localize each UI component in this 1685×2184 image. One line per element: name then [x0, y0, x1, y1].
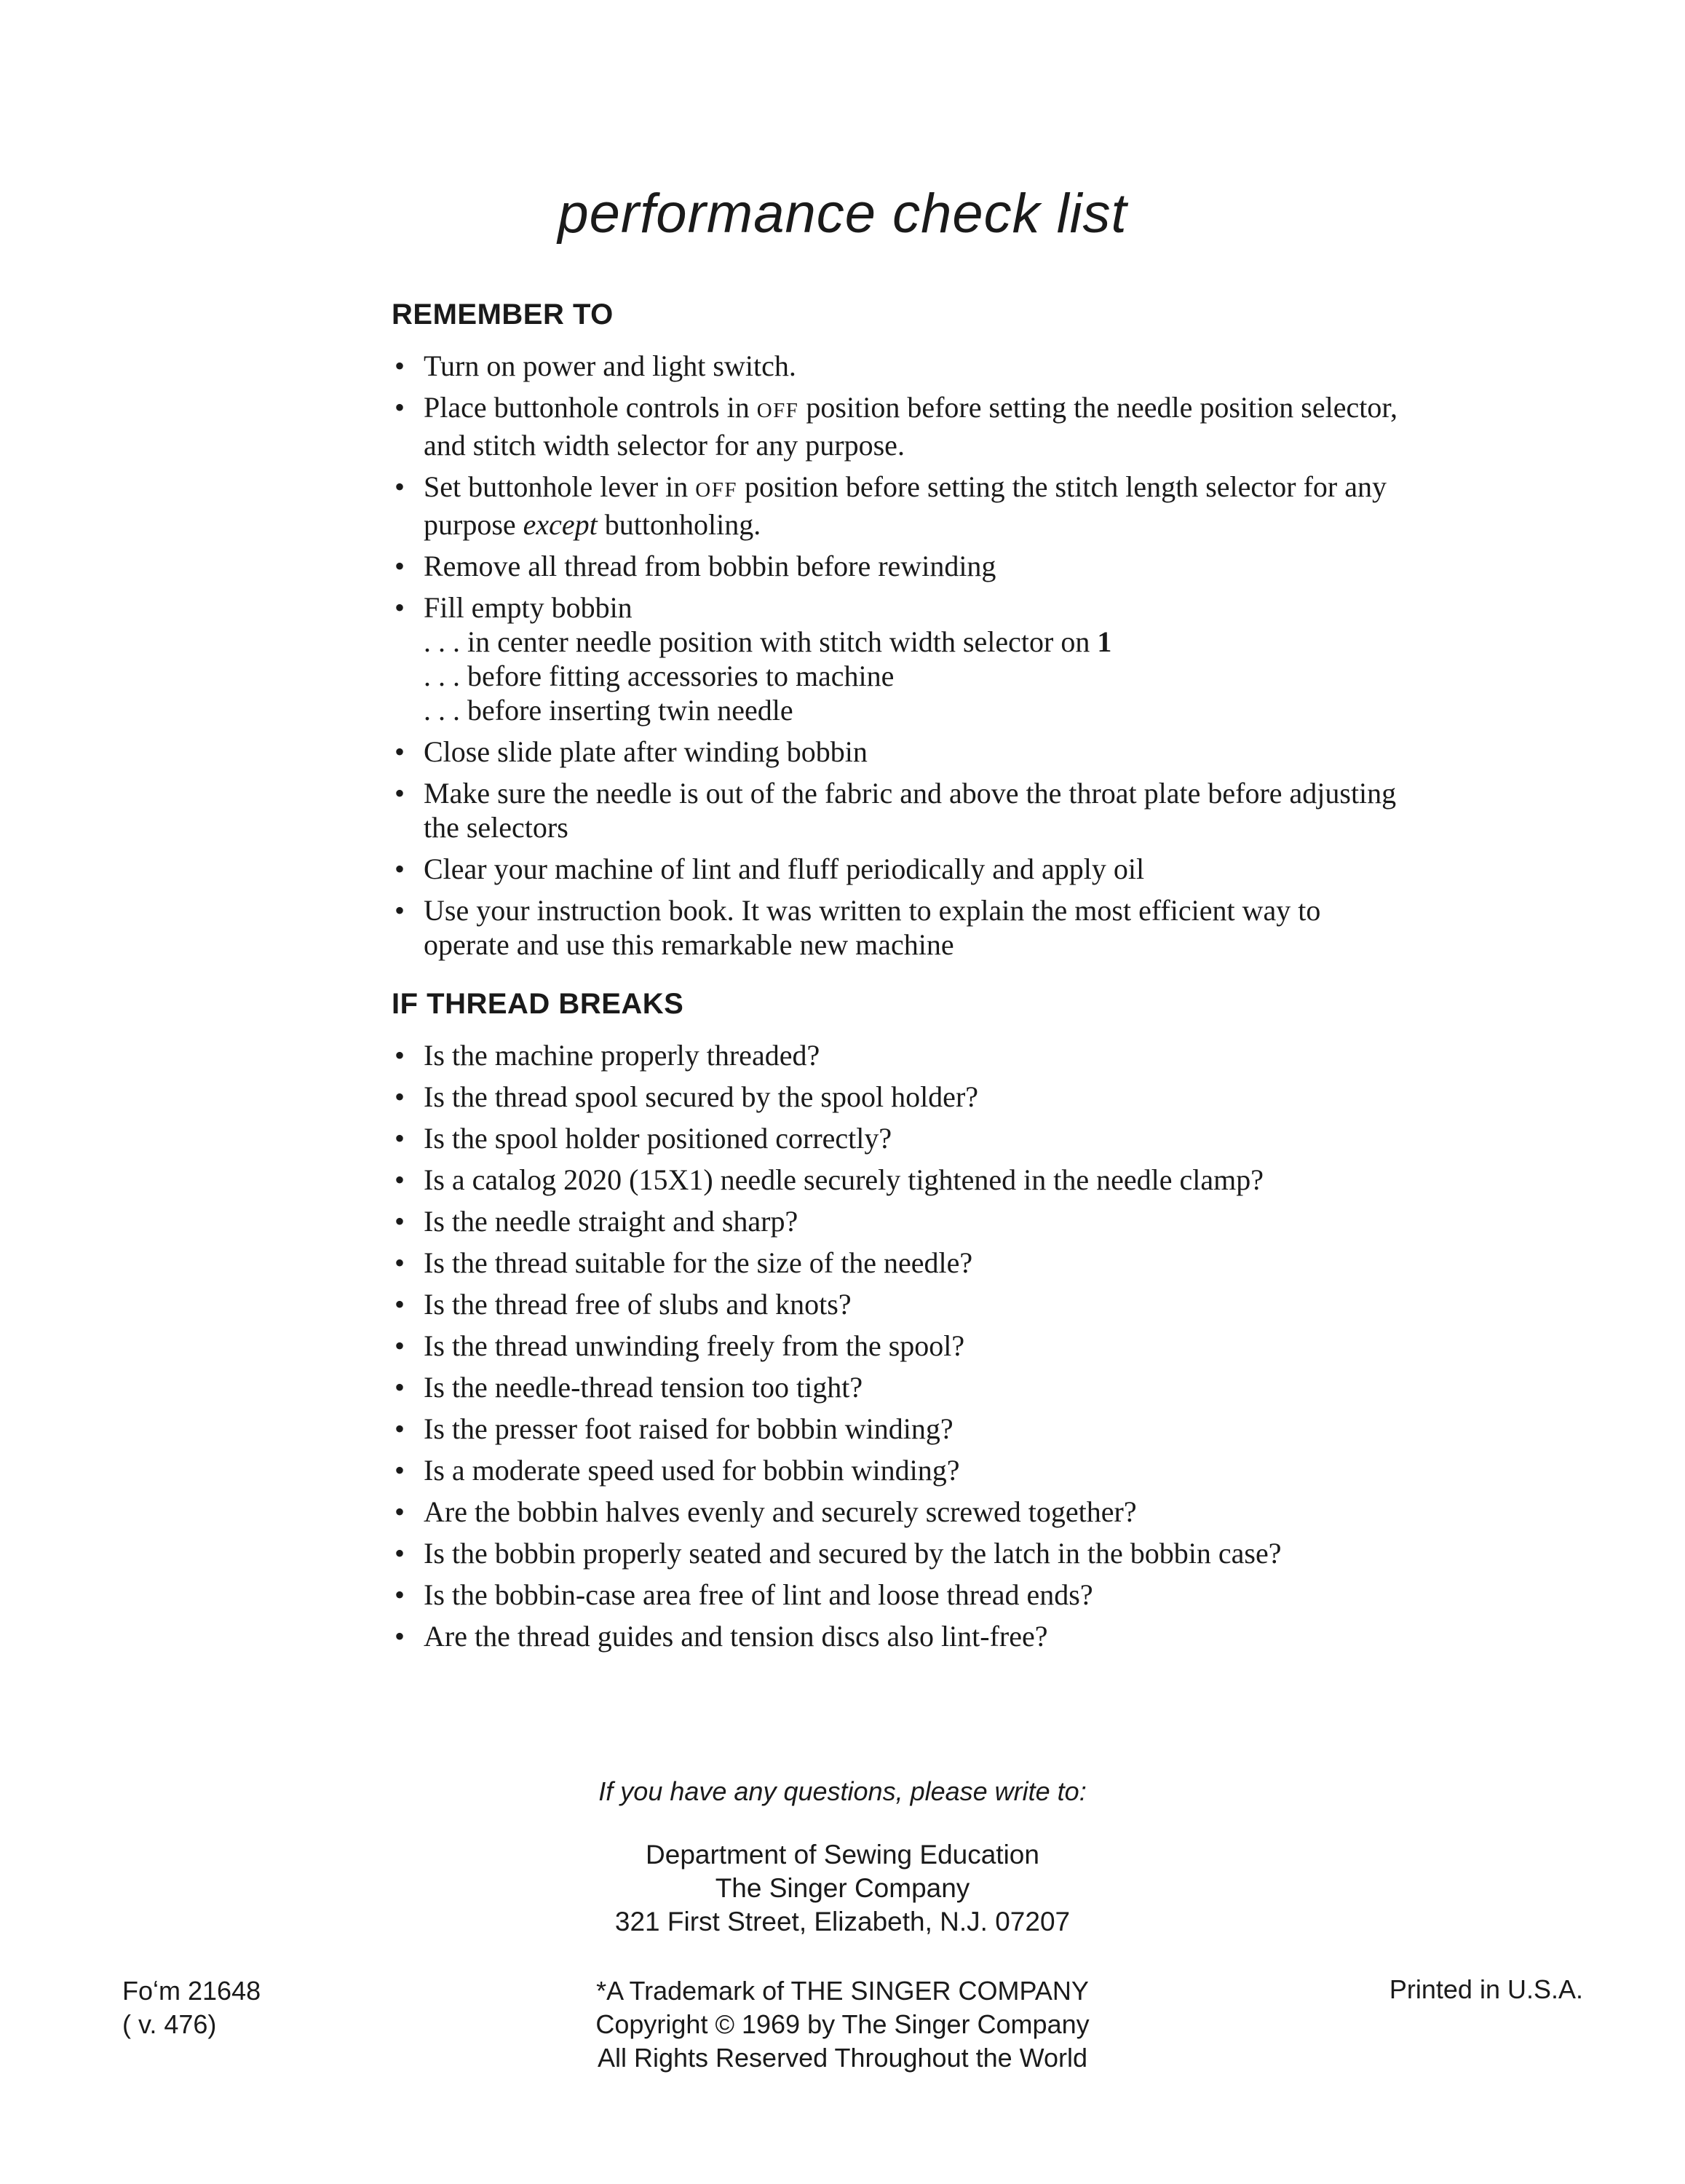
list-item: • Place buttonhole controls in OFF position before setting the needle position selector, and stitch width selector for any purpose. — [392, 390, 1411, 462]
list-item: • Is a catalog 2020 (15X1) needle securely tightened in the needle clamp? — [392, 1163, 1411, 1197]
list-item: • Close slide plate after winding bobbin — [392, 735, 1411, 769]
list-item: • Clear your machine of lint and fluff periodically and apply oil — [392, 852, 1411, 886]
address-line: Department of Sewing Education — [646, 1840, 1039, 1870]
list-item: • Is the presser foot raised for bobbin winding? — [392, 1412, 1411, 1446]
list-item: • Is the thread spool secured by the spool holder? — [392, 1080, 1411, 1114]
off-label: OFF — [695, 478, 737, 502]
thread-breaks-heading: IF THREAD BREAKS — [392, 988, 684, 1020]
trademark-line: *A Trademark of THE SINGER COMPANY — [596, 1976, 1089, 2006]
address-line: 321 First Street, Elizabeth, N.J. 07207 — [614, 1907, 1071, 1936]
list-item: • Turn on power and light switch. — [392, 349, 1411, 383]
form-number: Foʻm 21648 ( v. 476) — [122, 1976, 261, 2039]
checklist-content — [392, 298, 1411, 1661]
remember-heading: REMEMBER TO — [392, 298, 614, 331]
thread-breaks-list — [392, 1038, 1411, 1653]
list-item: • Is the thread unwinding freely from the spool? — [392, 1329, 1411, 1363]
list-item: • Use your instruction book. It was written to explain the most efficient way to operate and use this remarkable new machine — [392, 893, 1411, 962]
remember-list — [392, 349, 1411, 962]
list-item: • Make sure the needle is out of the fabric and above the throat plate before adjusting the selectors — [392, 776, 1411, 844]
emphasis: except — [523, 508, 598, 541]
page-title: performance check list — [558, 183, 1127, 245]
list-item: • Is the bobbin properly seated and secured by the latch in the bobbin case? — [392, 1536, 1411, 1570]
list-item: • Is the spool holder positioned correctly? — [392, 1121, 1411, 1155]
off-label: OFF — [756, 399, 799, 422]
list-item: • Is the thread free of slubs and knots? — [392, 1287, 1411, 1321]
address-line: The Singer Company — [715, 1873, 970, 1903]
list-item: • Fill empty bobbin . . . in center needle position with stitch width selector on 1 . . . before fitting accessories to machine . . . before inserting twin needle — [392, 590, 1411, 727]
contact-prompt: If you have any questions, please write to: — [598, 1776, 1087, 1806]
list-item: • Set buttonhole lever in OFF position before setting the stitch length selector for any purpose except buttonholing. — [392, 470, 1411, 542]
sub-item: . . . in center needle position with stitch width selector on 1 — [424, 625, 1112, 658]
sub-item: . . . before fitting accessories to machine — [424, 660, 895, 692]
copyright-line: Copyright © 1969 by The Singer Company — [595, 2009, 1090, 2039]
list-item: • Are the bobbin halves evenly and securely screwed together? — [392, 1495, 1411, 1529]
list-item: • Is the thread suitable for the size of the needle? — [392, 1246, 1411, 1280]
list-item: • Is a moderate speed used for bobbin winding? — [392, 1453, 1411, 1487]
list-item: • Is the machine properly threaded? — [392, 1038, 1411, 1072]
list-item: • Remove all thread from bobbin before rewinding — [392, 549, 1411, 583]
list-item: • Is the needle-thread tension too tight? — [392, 1370, 1411, 1404]
sub-item: . . . before inserting twin needle — [424, 694, 793, 727]
contact-address — [0, 1838, 1685, 1939]
list-item: • Is the needle straight and sharp? — [392, 1204, 1411, 1238]
list-item: • Is the bobbin-case area free of lint and loose thread ends? — [392, 1578, 1411, 1612]
list-item: • Are the thread guides and tension discs also lint-free? — [392, 1619, 1411, 1653]
rights-line: All Rights Reserved Throughout the World — [597, 2043, 1087, 2073]
printed-in: Printed in U.S.A. — [1389, 1974, 1583, 2004]
